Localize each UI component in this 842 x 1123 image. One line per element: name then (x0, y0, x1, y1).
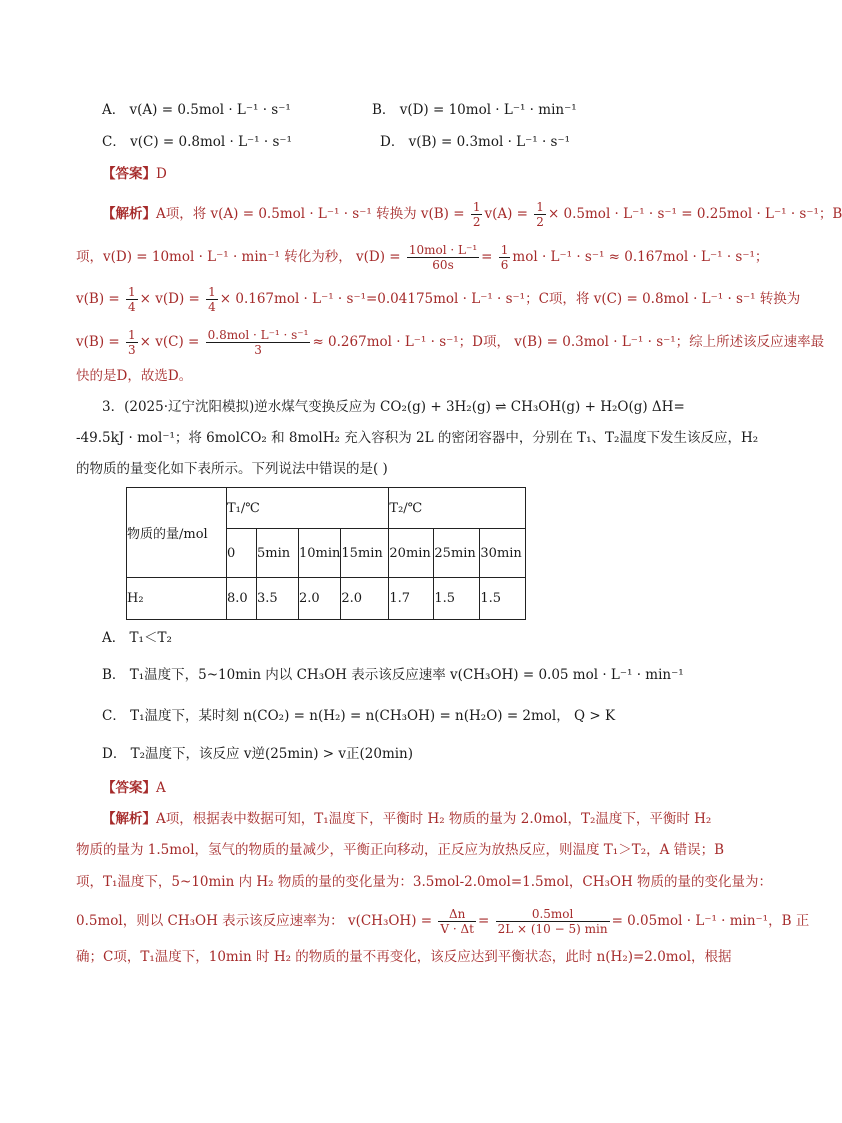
analysis-label: 【解析】 (102, 206, 156, 222)
fraction-num: 1 (127, 328, 136, 342)
analysis-text: × 0.5mol · L⁻¹ · s⁻¹ = 0.25mol · L⁻¹ · s⁻¹；B (547, 206, 842, 222)
question-3-line-3: 的物质的量变化如下表所示。下列说法中错误的是( ) (76, 461, 388, 477)
answer-value: A (156, 780, 166, 796)
analysis-2-line-3: 项，T₁温度下，5~10min 内 H₂ 物质的量的变化量为：3.5mol-2.0mol=1.5mol，CH₃OH 物质的量的变化量为： (76, 874, 773, 890)
table-value-cell: 3.5 (257, 578, 299, 620)
analysis-2-line-1 (102, 809, 711, 829)
table-value-cell: 8.0 (227, 578, 257, 620)
analysis-2-line-5: 确；C项，T₁温度下，10min 时 H₂ 的物质的量不再变化，该反应达到平衡状态，此时 n(H₂)=2.0mol，根据 (76, 949, 732, 965)
analysis-text: = 0.05mol · L⁻¹ · min⁻¹，B 正 (611, 913, 810, 929)
fraction (206, 328, 311, 357)
fraction-den: 6 (500, 258, 509, 272)
analysis-1-line-3 (76, 285, 800, 314)
fraction (471, 200, 483, 229)
fraction-den: 4 (208, 300, 216, 314)
table-time-cell: 20min (389, 529, 434, 578)
fraction (126, 285, 138, 314)
fraction-num: 1 (127, 285, 136, 299)
question-3-line-1: 3．(2025·辽宁沈阳模拟)逆水煤气变换反应为 CO₂(g) + 3H₂(g) ⇌ CH₃OH(g) + H₂O(g) ΔH= (102, 399, 685, 415)
table-header-t1: T₁/℃ (227, 488, 389, 529)
question-3-line-2: -49.5kJ · mol⁻¹；将 6molCO₂ 和 8molH₂ 充入容积为 2L 的密闭容器中，分别在 T₁、T₂温度下发生该反应，H₂ (76, 430, 759, 446)
fraction-num: Δn (438, 907, 476, 922)
fraction-num: 0.8mol · L⁻¹ · s⁻¹ (207, 328, 309, 342)
fraction (534, 200, 546, 229)
table-value-cell: 2.0 (299, 578, 341, 620)
table-time-cell: 25min (434, 529, 480, 578)
fraction-den: 60s (432, 258, 454, 272)
fraction-den: 4 (127, 300, 136, 314)
analysis-label: 【解析】 (102, 811, 156, 827)
analysis-text: 0.5mol，则以 CH₃OH 表示该反应速率为： v(CH₃OH) = (76, 913, 433, 929)
analysis-1-line-4 (76, 328, 824, 357)
fraction-den: 3 (127, 343, 136, 357)
option-c: C． v(C) = 0.8mol · L⁻¹ · s⁻¹ (102, 134, 292, 150)
answer-line-2 (102, 778, 166, 798)
fraction (438, 907, 476, 936)
table-value-cell: 1.5 (434, 578, 480, 620)
answer-label: 【答案】 (102, 166, 156, 182)
analysis-text: mol · L⁻¹ · s⁻¹ ≈ 0.167mol · L⁻¹ · s⁻¹； (512, 249, 769, 265)
analysis-text: × v(C) = (139, 334, 200, 350)
fraction-den: 2L × (10 − 5) min (497, 922, 608, 936)
h2-amount-table (126, 487, 526, 620)
answer-line-1 (102, 164, 167, 184)
table-time-cell: 30min (480, 529, 526, 578)
fraction-den: 3 (254, 343, 262, 357)
table-time-cell: 15min (341, 529, 389, 578)
fraction-num: 1 (536, 200, 544, 214)
fraction (407, 243, 479, 272)
table-value-cell: 1.5 (480, 578, 526, 620)
q3-option-a: A． T₁＜T₂ (102, 630, 172, 646)
option-d: D． v(B) = 0.3mol · L⁻¹ · s⁻¹ (380, 134, 571, 150)
analysis-text: v(B) = (76, 291, 120, 307)
analysis-text: × 0.167mol · L⁻¹ · s⁻¹=0.04175mol · L⁻¹ · s⁻¹；C项，将 v(C) = 0.8mol · L⁻¹ · s⁻¹ 转换为 (219, 291, 801, 307)
fraction-num: 10mol · L⁻¹ (408, 243, 478, 257)
analysis-text: 项，v(D) = 10mol · L⁻¹ · min⁻¹ 转化为秒， v(D) = (76, 249, 401, 265)
fraction-num: 1 (472, 200, 481, 214)
analysis-1-line-5: 快的是D，故选D。 (76, 368, 193, 384)
fraction (496, 907, 610, 936)
fraction (206, 285, 218, 314)
table-time-cell: 0 (227, 529, 257, 578)
table-value-cell: 1.7 (389, 578, 434, 620)
analysis-text: A项，将 v(A) = 0.5mol · L⁻¹ · s⁻¹ 转换为 v(B) = (156, 206, 465, 222)
fraction-num: 1 (208, 285, 216, 299)
fraction-den: 2 (536, 215, 544, 229)
analysis-1-line-2 (76, 243, 768, 272)
analysis-1-line-1 (102, 200, 842, 229)
fraction (499, 243, 511, 272)
fraction-num: 1 (500, 243, 509, 257)
analysis-2-line-4 (76, 907, 809, 936)
analysis-text: v(B) = (76, 334, 120, 350)
analysis-text: ≈ 0.267mol · L⁻¹ · s⁻¹；D项， v(B) = 0.3mol · L⁻¹ · s⁻¹；综上所述该反应速率最 (312, 334, 825, 350)
analysis-2-line-2: 物质的量为 1.5mol，氢气的物质的量减少，平衡正向移动，正反应为放热反应，则温度 T₁＞T₂，A 错误；B (76, 842, 725, 858)
table-row-header: 物质的量/mol (127, 488, 227, 578)
q3-option-c: C． T₁温度下，某时刻 n(CO₂) = n(H₂) = n(CH₃OH) = n(H₂O) = 2mol， Q > K (102, 708, 616, 724)
analysis-text: = (481, 249, 493, 265)
fraction (126, 328, 138, 357)
answer-value: D (156, 166, 167, 182)
analysis-text: v(A) = (484, 206, 528, 222)
option-b: B． v(D) = 10mol · L⁻¹ · min⁻¹ (372, 102, 577, 118)
analysis-text: × v(D) = (139, 291, 200, 307)
q3-option-d: D． T₂温度下，该反应 v逆(25min) > v正(20min) (102, 746, 414, 762)
table-value-cell: 2.0 (341, 578, 389, 620)
table-species-cell: H₂ (127, 578, 227, 620)
table-time-cell: 10min (299, 529, 341, 578)
fraction-num: 0.5mol (496, 907, 610, 922)
q3-option-b: B． T₁温度下，5~10min 内以 CH₃OH 表示该反应速率 v(CH₃OH) = 0.05 mol · L⁻¹ · min⁻¹ (102, 667, 684, 683)
analysis-text: = (477, 913, 490, 929)
fraction-den: 2 (472, 215, 481, 229)
analysis-text: A项，根据表中数据可知，T₁温度下，平衡时 H₂ 物质的量为 2.0mol，T₂温度下，平衡时 H₂ (156, 811, 712, 827)
table-header-t2: T₂/℃ (389, 488, 526, 529)
table-time-cell: 5min (257, 529, 299, 578)
answer-label: 【答案】 (102, 780, 156, 796)
option-a: A． v(A) = 0.5mol · L⁻¹ · s⁻¹ (102, 102, 291, 118)
fraction-den: V · Δt (440, 922, 474, 936)
